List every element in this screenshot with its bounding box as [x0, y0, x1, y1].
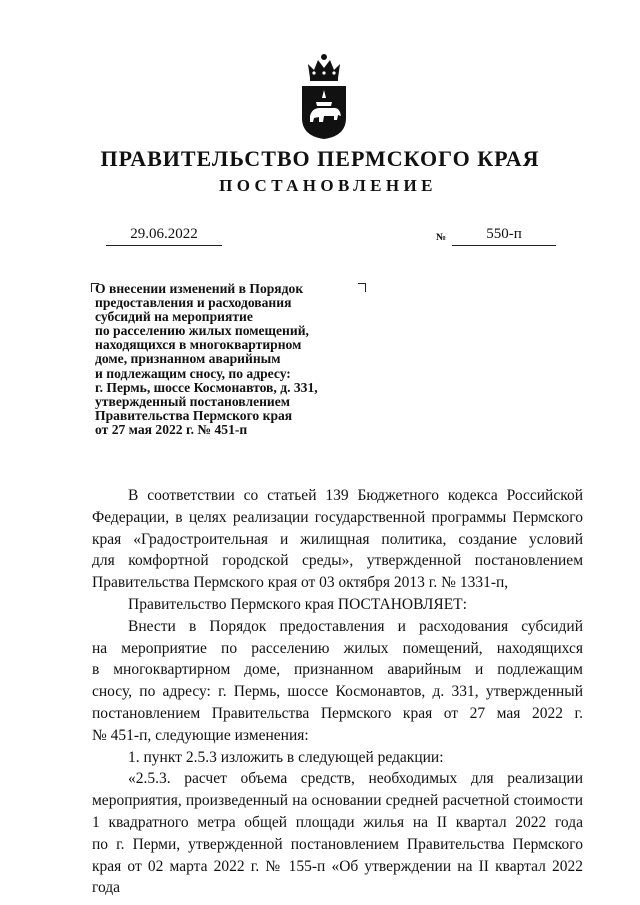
number-label: № — [436, 232, 447, 243]
document-number: 550-п — [452, 226, 556, 246]
document-type: ПОСТАНОВЛЕНИЕ — [219, 176, 437, 195]
subject-line: г. Пермь, шоссе Космонавтов, д. 331, — [95, 379, 318, 395]
body-line: края «Градостроительная и жилищная политика, создание условий — [92, 530, 583, 548]
body-line: Внести в Порядок предоставления и расходования субсидий — [128, 617, 583, 635]
subject-line: субсидий на мероприятие — [95, 309, 253, 325]
perm-krai-coat-of-arms-icon — [294, 52, 354, 140]
subject-line: утвержденный постановлением — [95, 393, 291, 409]
body-line: № 451-п, следующие изменения: — [92, 726, 309, 744]
document-date: 29.06.2022 — [106, 226, 222, 246]
body-line: для комфортной городской среды», утвержденной постановлением — [92, 552, 583, 570]
body-line: Правительства Пермского края от 03 октября 2013 г. № 1331-п, — [92, 574, 509, 592]
subject-line: доме, признанном аварийным — [95, 351, 281, 367]
body-line: сносу, по адресу: г. Пермь, шоссе Космонавтов, д. 331, утвержденный — [92, 683, 583, 701]
body-line: на мероприятие по расселению жилых помещений, находящихся — [92, 639, 583, 657]
body-line: 1 квадратного метра общей площади жилья на II квартал 2022 года — [92, 813, 583, 831]
subject-line: от 27 мая 2022 г. № 451-п — [95, 421, 248, 437]
subject-line: находящихся в многоквартирном — [95, 337, 302, 353]
body-line: постановлением Правительства Пермского края от 27 мая 2022 г. — [92, 704, 583, 722]
subject-line: Правительства Пермского края — [95, 407, 293, 423]
subject-line: по расселению жилых помещений, — [95, 323, 309, 339]
body-line: мероприятия, произведенный на основании средней расчетной стоимости — [92, 792, 583, 810]
document-body — [92, 485, 583, 897]
body-line: Правительство Пермского края ПОСТАНОВЛЯЕТ: — [128, 595, 467, 613]
body-line: «2.5.3. расчет объема средств, необходимых для реализации — [128, 770, 583, 788]
body-line: 1. пункт 2.5.3 изложить в следующей редакции: — [128, 748, 444, 766]
subject-line: и подлежащим сносу, по адресу: — [95, 365, 291, 381]
subject-line: предоставления и расходования — [95, 295, 292, 311]
subject-line: О внесении изменений в Порядок — [95, 281, 304, 296]
body-line: Федерации, в целях реализации государственной программы Пермского — [92, 508, 583, 526]
body-line: в многоквартирном доме, признанном аварийным и подлежащим — [92, 661, 583, 679]
body-line: В соответствии со статьей 139 Бюджетного кодекса Российской — [128, 487, 583, 504]
body-line: края от 02 марта 2022 г. № 155-п «Об утверждении на II квартал 2022 года — [92, 857, 583, 897]
body-line: по г. Перми, утвержденной постановлением Правительства Пермского — [92, 835, 583, 853]
document-subject — [95, 282, 365, 437]
government-title: ПРАВИТЕЛЬСТВО ПЕРМСКОГО КРАЯ — [100, 146, 540, 171]
